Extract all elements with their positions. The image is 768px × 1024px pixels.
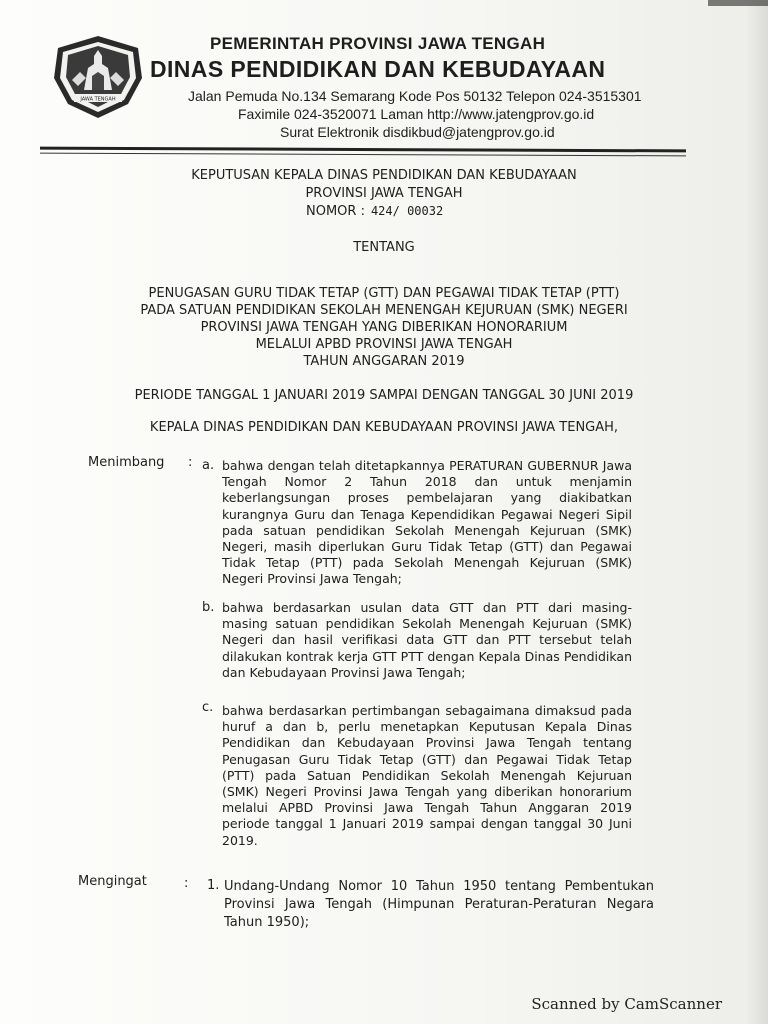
scan-shadow-edge bbox=[746, 0, 768, 1024]
letterhead-agency: DINAS PENDIDIKAN DAN KEBUDAYAAN bbox=[150, 56, 606, 82]
subject-line-4: MELALUI APBD PROVINSI JAWA TENGAH bbox=[255, 337, 513, 352]
menimbang-c-marker: c. bbox=[202, 700, 214, 715]
crest-motto: JAWA TENGAH bbox=[80, 96, 116, 103]
decree-number bbox=[306, 204, 443, 219]
decree-title-line-1: KEPUTUSAN KEPALA DINAS PENDIDIKAN DAN KEBUDAYAAN bbox=[191, 168, 577, 183]
letterhead-email: Surat Elektronik disdikbud@jatengprov.go.id bbox=[280, 124, 555, 140]
mengingat-colon: : bbox=[184, 876, 189, 891]
menimbang-colon: : bbox=[188, 455, 193, 470]
letterhead-address: Jalan Pemuda No.134 Semarang Kode Pos 50132 Telepon 024-3515301 bbox=[188, 88, 642, 104]
menimbang-c-text: bahwa berdasarkan pertimbangan sebagaimana dimaksud pada huruf a dan b, perlu menetapkan Keputusan Kepala Dinas Pendidikan dan Kebudayaan Provinsi Jawa Tengah tentang Penugasan Guru Tidak Tetap (GTT) dan Pegawai Tidak Tetap (PTT) pada Satuan Pendidikan Sekolah Menengah Kejuruan (SMK) Negeri Provinsi Jawa Tengah yang diberikan honorarium melalui APBD Provinsi Jawa Tengah Tahun Anggaran 2019 periode tanggal 1 Januari 2019 sampai dengan tanggal 30 Juni 2019. bbox=[222, 703, 632, 848]
letterhead-rule-thick bbox=[40, 147, 686, 153]
menimbang-a-marker: a. bbox=[202, 458, 215, 473]
jawa-tengah-crest-icon bbox=[48, 34, 148, 120]
subject-line-1: PENUGASAN GURU TIDAK TETAP (GTT) DAN PEGAWAI TIDAK TETAP (PTT) bbox=[148, 286, 620, 301]
letterhead-rule-thin bbox=[40, 153, 686, 157]
decree-title-line-2: PROVINSI JAWA TENGAH bbox=[305, 186, 463, 201]
camscanner-watermark: Scanned by CamScanner bbox=[531, 995, 722, 1013]
decree-number-value: 424/ 00032 bbox=[370, 204, 444, 218]
mengingat-1-text: Undang-Undang Nomor 10 Tahun 1950 tentang Pembentukan Provinsi Jawa Tengah (Himpunan Peraturan-Peraturan Negara Tahun 1950); bbox=[224, 879, 654, 930]
issuer-line: KEPALA DINAS PENDIDIKAN DAN KEBUDAYAAN PROVINSI JAWA TENGAH, bbox=[149, 420, 619, 435]
mengingat-label: Mengingat bbox=[78, 874, 147, 889]
menimbang-a-text: bahwa dengan telah ditetapkannya PERATURAN GUBERNUR Jawa Tengah Nomor 2 Tahun 2018 dan untuk menjamin keberlangsungan proses pembelajaran yang diakibatkan kurangnya Guru dan Tenaga Kependidikan Pegawai Negeri Sipil pada satuan pendidikan Sekolah Menengah Kejuruan (SMK) Negeri, masih diperlukan Guru Tidak Tetap (GTT) dan Pegawai Tidak Tetap (PTT) pada Sekolah Menengah Kejuruan (SMK) Negeri Provinsi Jawa Tengah; bbox=[222, 458, 632, 587]
letterhead-government: PEMERINTAH PROVINSI JAWA TENGAH bbox=[210, 34, 546, 53]
subject-line-5: TAHUN ANGGARAN 2019 bbox=[303, 354, 465, 369]
tentang-heading: TENTANG bbox=[353, 240, 415, 255]
subject-line-3: PROVINSI JAWA TENGAH YANG DIBERIKAN HONORARIUM bbox=[200, 320, 568, 335]
mengingat-1-marker: 1. bbox=[207, 878, 220, 893]
menimbang-b-text: bahwa berdasarkan usulan data GTT dan PTT dari masing-masing satuan pendidikan Sekolah Menengah Kejuruan (SMK) Negeri dan hasil verifikasi data GTT dan PTT tersebut telah dilakukan kontrak kerja GTT PTT dengan Kepala Dinas Pendidikan dan Kebudayaan Provinsi Jawa Tengah; bbox=[222, 600, 632, 680]
letterhead-fax-website: Faximile 024-3520071 Laman http://www.jatengprov.go.id bbox=[238, 106, 595, 122]
menimbang-label: Menimbang bbox=[88, 455, 165, 470]
scan-corner-mark bbox=[708, 0, 768, 6]
period-line: PERIODE TANGGAL 1 JANUARI 2019 SAMPAI DENGAN TANGGAL 30 JUNI 2019 bbox=[134, 388, 634, 403]
subject-line-2: PADA SATUAN PENDIDIKAN SEKOLAH MENENGAH KEJURUAN (SMK) NEGERI bbox=[140, 303, 628, 318]
decree-number-label: NOMOR : bbox=[306, 204, 365, 219]
menimbang-b-marker: b. bbox=[202, 600, 215, 615]
